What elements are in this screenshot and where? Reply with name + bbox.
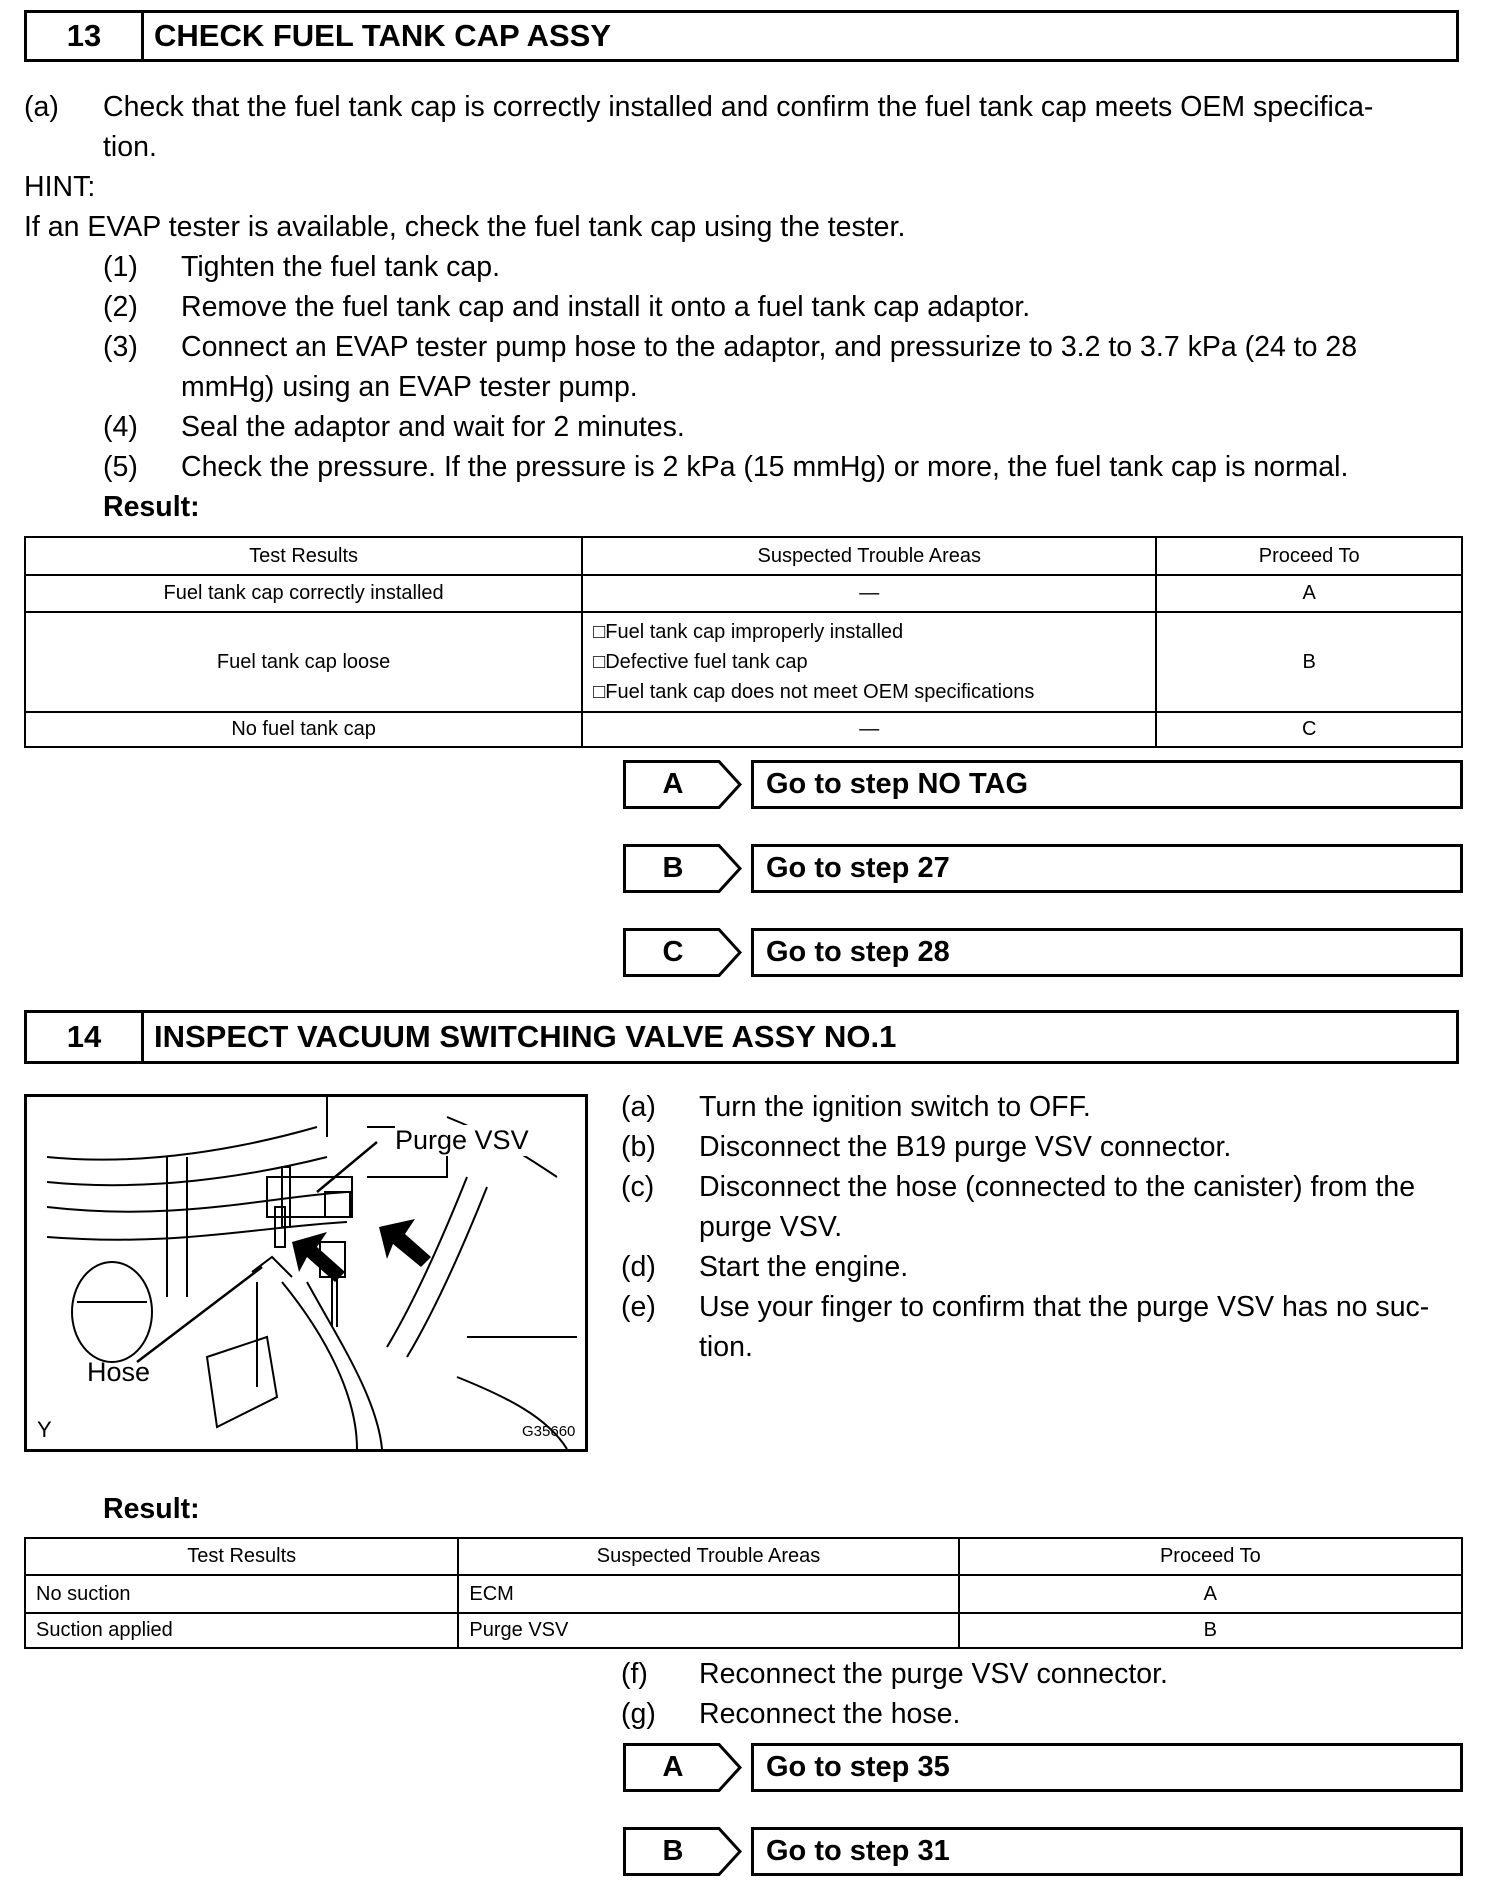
step-text: Start the engine. — [699, 1251, 909, 1283]
step-text: Reconnect the purge VSV connector. — [699, 1658, 1168, 1690]
table-row — [25, 712, 1462, 747]
areas-cell: ECM — [458, 1575, 958, 1613]
step-num: (g) — [621, 1698, 656, 1730]
step-text-cont: tion. — [699, 1331, 753, 1363]
figure-corner-mark: Y — [37, 1417, 52, 1442]
goto-text[interactable]: Go to step 27 — [751, 844, 1463, 893]
step-text: Reconnect the hose. — [699, 1698, 961, 1730]
area-item: □Fuel tank cap does not meet OEM specifications — [593, 681, 1035, 703]
header-cell: Suspected Trouble Areas — [458, 1538, 958, 1575]
step-num: (c) — [621, 1171, 655, 1203]
proceed-cell: A — [1156, 575, 1462, 612]
header-cell: Proceed To — [959, 1538, 1462, 1575]
proceed-cell: B — [959, 1613, 1462, 1648]
step-num: (1) — [103, 251, 138, 283]
step-text: Disconnect the hose (connected to the canister) from the — [699, 1171, 1416, 1203]
goto-letter: A — [662, 768, 684, 800]
goto-letter: B — [662, 1835, 684, 1867]
step-num: (b) — [621, 1131, 656, 1163]
step-text: Tighten the fuel tank cap. — [181, 251, 500, 283]
areas-cell — [582, 612, 1156, 712]
header-cell: Suspected Trouble Areas — [582, 537, 1156, 575]
table-header-row — [25, 537, 1462, 575]
step-text-cont: purge VSV. — [699, 1211, 843, 1243]
header-cell: Proceed To — [1156, 537, 1462, 575]
table-row — [25, 612, 1462, 712]
result-cell: Suction applied — [25, 1613, 458, 1648]
step-13-header — [24, 10, 1459, 62]
result-cell: Fuel tank cap loose — [25, 612, 582, 712]
step-num: (e) — [621, 1291, 656, 1323]
proceed-cell: C — [1156, 712, 1462, 747]
arrow-icon — [292, 1232, 345, 1282]
goto-b[interactable] — [623, 844, 1463, 893]
area-item: □Fuel tank cap improperly installed — [593, 621, 904, 643]
goto-text[interactable]: Go to step 28 — [751, 928, 1463, 977]
step-num: (a) — [621, 1091, 656, 1123]
goto-letter: C — [662, 936, 684, 968]
result-label: Result: — [103, 491, 200, 523]
step-num: (3) — [103, 331, 138, 363]
areas-cell: — — [582, 575, 1156, 612]
step-text: Seal the adaptor and wait for 2 minutes. — [181, 411, 685, 443]
step-text-cont: mmHg) using an EVAP tester pump. — [181, 371, 638, 403]
areas-cell: Purge VSV — [458, 1613, 958, 1648]
arrow-icon — [379, 1219, 431, 1267]
step-14-header — [24, 1010, 1459, 1064]
goto-c[interactable] — [623, 928, 1463, 977]
hint-text: If an EVAP tester is available, check the fuel tank cap using the tester. — [24, 211, 906, 243]
goto-b[interactable] — [623, 1827, 1463, 1876]
table-row — [25, 575, 1462, 612]
proceed-cell: A — [959, 1575, 1462, 1613]
result-label: Result: — [103, 1493, 200, 1525]
step-num: (d) — [621, 1251, 656, 1283]
hose-label: Hose — [87, 1357, 151, 1387]
result-table — [24, 1537, 1463, 1649]
header-cell: Test Results — [25, 537, 582, 575]
step-num: (4) — [103, 411, 138, 443]
result-cell: No suction — [25, 1575, 458, 1613]
goto-letter: A — [662, 1751, 684, 1783]
step-number: 13 — [27, 13, 144, 59]
table-row — [25, 1575, 1462, 1613]
result-cell: No fuel tank cap — [25, 712, 582, 747]
step-text: Use your finger to confirm that the purge VSV has no suc- — [699, 1291, 1430, 1323]
area-item: □Defective fuel tank cap — [593, 651, 808, 673]
goto-letter: B — [662, 852, 684, 884]
goto-a[interactable] — [623, 760, 1463, 809]
purge-vsv-illustration — [24, 1094, 588, 1452]
step-number: 14 — [27, 1013, 144, 1061]
header-cell: Test Results — [25, 1538, 458, 1575]
step-text: Connect an EVAP tester pump hose to the adaptor, and pressurize to 3.2 to 3.7 kPa (24 to 28 — [181, 331, 1358, 363]
goto-text[interactable]: Go to step 35 — [751, 1743, 1463, 1792]
table-header-row — [25, 1538, 1462, 1575]
step-text: Turn the ignition switch to OFF. — [699, 1091, 1091, 1123]
step-title: INSPECT VACUUM SWITCHING VALVE ASSY NO.1 — [154, 1019, 897, 1054]
hint-label: HINT: — [24, 171, 96, 203]
step-text: Disconnect the B19 purge VSV connector. — [699, 1131, 1232, 1163]
step-num: (5) — [103, 451, 138, 483]
step-num: (2) — [103, 291, 138, 323]
step-num: (f) — [621, 1658, 648, 1690]
areas-cell: — — [582, 712, 1156, 747]
table-row — [25, 1613, 1462, 1648]
step-title: CHECK FUEL TANK CAP ASSY — [154, 18, 612, 53]
step-text: Check the pressure. If the pressure is 2 kPa (15 mmHg) or more, the fuel tank cap is normal. — [181, 451, 1349, 483]
step-text: Remove the fuel tank cap and install it onto a fuel tank cap adaptor. — [181, 291, 1031, 323]
figure-code: G35660 — [522, 1423, 576, 1440]
proceed-cell: B — [1156, 612, 1462, 712]
goto-text[interactable]: Go to step 31 — [751, 1827, 1463, 1876]
item-text: Check that the fuel tank cap is correctly installed and confirm the fuel tank cap meets OEM specifica- — [103, 91, 1374, 123]
purge-vsv-label: Purge VSV — [395, 1125, 529, 1155]
goto-a[interactable] — [623, 1743, 1463, 1792]
item-label: (a) — [24, 91, 59, 123]
result-table — [24, 536, 1463, 748]
goto-text[interactable]: Go to step NO TAG — [751, 760, 1463, 809]
result-cell: Fuel tank cap correctly installed — [25, 575, 582, 612]
item-text-cont: tion. — [103, 131, 157, 163]
